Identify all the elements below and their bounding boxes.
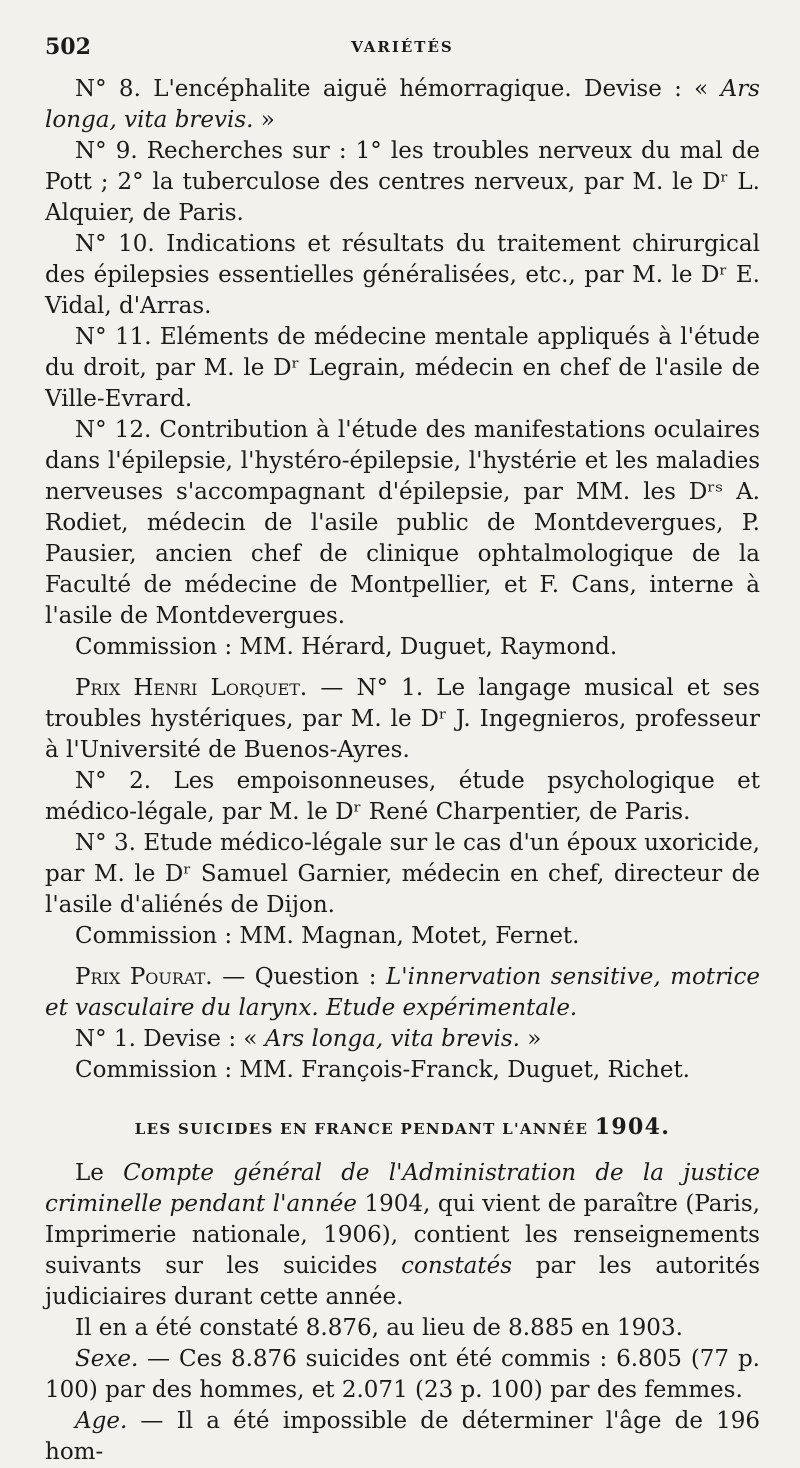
prize-question: L'innervation sensitive, motrice et vasculaire du larynx. Etude expérimentale.	[45, 964, 760, 1021]
item-prefix: N° 1. Devise : «	[75, 1026, 265, 1052]
entry-11	[45, 322, 760, 415]
entry-9	[45, 136, 760, 229]
text-run: par les autorités judiciaires durant cette année.	[45, 1253, 760, 1310]
suicides-age	[45, 1406, 760, 1468]
entry-8	[45, 74, 760, 136]
running-title: VARIÉTÉS	[351, 38, 454, 56]
commission-2: Commission : MM. Magnan, Motet, Fernet.	[75, 923, 580, 949]
entry-number: N° 11.	[75, 324, 152, 350]
section-heading-year: 1904.	[594, 1114, 671, 1140]
entry-text: Recherches sur : 1° les troubles nerveux du mal de Pott ; 2° la tuberculose des centres nerveux, par M. le Dʳ L. Alquier, de Paris.	[45, 138, 760, 226]
motto: Ars longa, vita brevis.	[264, 1026, 520, 1052]
item-suffix: »	[519, 1026, 542, 1052]
entry-12	[45, 415, 760, 632]
entry-number: N° 8.	[75, 76, 141, 102]
entry-number: N° 9.	[75, 138, 138, 164]
entry-text: Contribution à l'étude des manifestations oculaires dans l'épilepsie, l'hystéro-épilepsie, l'hystérie et les maladies nerveuses s'accompagnant d'épilepsie, par MM. les Dʳˢ A. Rodiet, médecin de l'asile public de Montdevergues, P. Pausier, ancien chef de clinique ophtalmologique de la Faculté de médecine de Montpellier, et F. Cans, interne à l'asile de Montdevergues.	[45, 417, 760, 629]
prix-lorquet-entry	[45, 673, 760, 766]
prize-title: Prix Pourat.	[75, 964, 213, 990]
prize-title: Prix Henri Lorquet.	[75, 675, 308, 701]
prix-lorquet-item-3: N° 3. Etude médico-légale sur le cas d'un époux uxoricide, par M. le Dʳ Samuel Garnier, médecin en chef, directeur de l'asile d'aliénés de Dijon.	[45, 830, 760, 918]
commission-1: Commission : MM. Hérard, Duguet, Raymond.	[75, 634, 618, 660]
emphasis: constatés	[401, 1253, 513, 1279]
text-run: 1904, qui vient de paraître (Paris, Imprimerie nationale, 1906), contient les renseignements suivants sur les suicides	[45, 1191, 760, 1279]
paragraph-label: Sexe.	[75, 1346, 139, 1372]
text-run: Le	[75, 1160, 124, 1186]
entry-10	[45, 229, 760, 322]
commission-3: Commission : MM. François-Franck, Duguet, Richet.	[75, 1057, 690, 1083]
page-number: 502	[45, 34, 91, 60]
prize-lead: — N° 1. Le langage musical et ses troubles hystériques, par M. le Dʳ J. Ingegnieros, professeur à l'Université de Buenos-Ayres.	[45, 675, 760, 763]
prize-lead: — Question :	[212, 964, 387, 990]
entry-number: N° 10.	[75, 231, 155, 257]
report-title: Compte général de l'Administration de la justice criminelle pendant l'année	[45, 1160, 760, 1217]
entry-number: N° 12.	[75, 417, 152, 443]
entry-text: Eléments de médecine mentale appliqués à l'étude du droit, par M. le Dʳ Legrain, médecin en chef de l'asile de Ville-Evrard.	[45, 324, 760, 412]
suicides-sexe	[45, 1344, 760, 1406]
suicides-intro	[45, 1158, 760, 1313]
paragraph-label: Age.	[75, 1408, 128, 1434]
text-run: — Il a été impossible de déterminer l'âge de 196 hom-	[45, 1408, 760, 1465]
section-heading-text: LES SUICIDES EN FRANCE PENDANT L'ANNÉE	[134, 1120, 595, 1138]
prix-lorquet-item-2: N° 2. Les empoisonneuses, étude psychologique et médico-légale, par M. le Dʳ René Charpentier, de Paris.	[45, 768, 760, 825]
entry-text: L'encéphalite aiguë hémorragique. Devise : «	[140, 76, 721, 102]
entry-tail: »	[253, 107, 275, 133]
page-header	[45, 34, 760, 64]
prix-pourat-item-1	[45, 1024, 760, 1055]
suicides-total: Il en a été constaté 8.876, au lieu de 8.885 en 1903.	[75, 1315, 683, 1341]
prix-pourat-entry	[45, 962, 760, 1024]
text-run: — Ces 8.876 suicides ont été commis : 6.805 (77 p. 100) par des hommes, et 2.071 (23 p. 100) par des femmes.	[45, 1346, 760, 1403]
motto: Ars longa, vita brevis.	[45, 76, 760, 133]
section-heading	[45, 1114, 760, 1140]
entry-text: Indications et résultats du traitement chirurgical des épilepsies essentielles généralisées, etc., par M. le Dʳ E. Vidal, d'Arras.	[45, 231, 760, 319]
page-body	[45, 74, 760, 1468]
